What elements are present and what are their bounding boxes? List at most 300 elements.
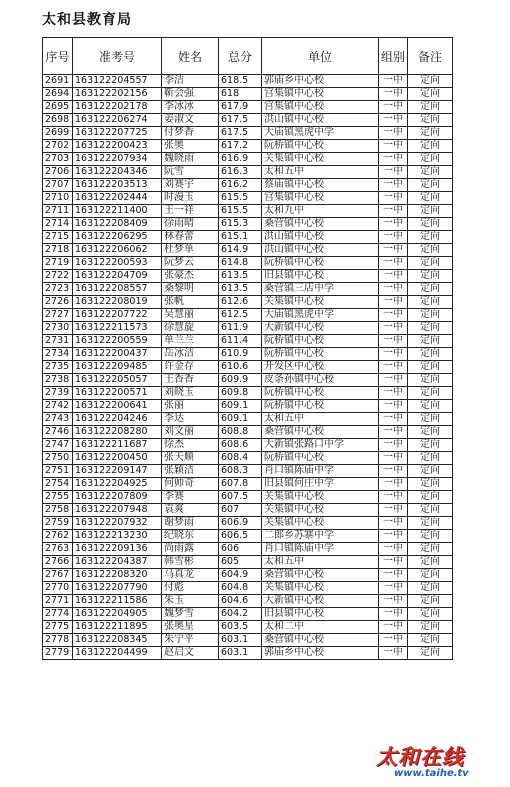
cell-group: 一中 [379,530,408,543]
cell-group: 一中 [379,101,408,114]
cell-score: 603.1 [219,634,262,647]
cell-score: 617.9 [219,101,262,114]
table-row [43,335,453,348]
cell-exam-id: 163122211573 [73,322,162,335]
cell-group: 一中 [379,452,408,465]
cell-exam-id: 163122202444 [73,192,162,205]
table-row [43,465,453,478]
cell-score: 612.5 [219,309,262,322]
cell-seq: 2715 [43,231,73,244]
cell-name: 姜淑文 [162,114,219,127]
cell-name: 王香香 [162,374,219,387]
table-row [43,153,453,166]
cell-note: 定向 [408,530,453,543]
cell-note: 定向 [408,621,453,634]
cell-group: 一中 [379,205,408,218]
score-table [42,37,453,660]
cell-seq: 2691 [43,75,73,88]
cell-score: 604.2 [219,608,262,621]
cell-note: 定向 [408,608,453,621]
cell-score: 606.9 [219,517,262,530]
cell-note: 定向 [408,543,453,556]
cell-exam-id: 163122208557 [73,283,162,296]
cell-note: 定向 [408,387,453,400]
cell-unit: 关集镇中心校 [262,296,379,309]
table-row [43,374,453,387]
cell-name: 张奥 [162,140,219,153]
table-row [43,543,453,556]
cell-note: 定向 [408,205,453,218]
cell-note: 定向 [408,114,453,127]
cell-note: 定向 [408,231,453,244]
cell-name: 阮梦云 [162,257,219,270]
cell-seq: 2767 [43,569,73,582]
col-header-note: 备注 [408,38,453,75]
cell-exam-id: 163122204905 [73,608,162,621]
table-row [43,504,453,517]
cell-group: 一中 [379,179,408,192]
cell-note: 定向 [408,270,453,283]
table-row [43,517,453,530]
cell-seq: 2738 [43,374,73,387]
cell-name: 何帅奇 [162,478,219,491]
cell-group: 一中 [379,569,408,582]
cell-exam-id: 163122207725 [73,127,162,140]
cell-group: 一中 [379,75,408,88]
cell-note: 定向 [408,283,453,296]
cell-name: 徐慧旋 [162,322,219,335]
cell-name: 李洁 [162,75,219,88]
cell-seq: 2766 [43,556,73,569]
cell-unit: 洪山镇中心校 [262,114,379,127]
cell-unit: 阮桥镇中心校 [262,452,379,465]
cell-unit: 太和二中 [262,621,379,634]
cell-unit: 洪山镇中心校 [262,231,379,244]
cell-exam-id: 163122204499 [73,647,162,660]
cell-seq: 2699 [43,127,73,140]
cell-seq: 2706 [43,166,73,179]
cell-note: 定向 [408,179,453,192]
table-row [43,296,453,309]
cell-exam-id: 163122204346 [73,166,162,179]
table-row [43,387,453,400]
cell-note: 定向 [408,426,453,439]
cell-seq: 2727 [43,309,73,322]
cell-name: 杜梦单 [162,244,219,257]
cell-name: 徐杰 [162,439,219,452]
cell-exam-id: 163122207722 [73,309,162,322]
cell-group: 一中 [379,348,408,361]
cell-seq: 2730 [43,322,73,335]
table-row [43,348,453,361]
cell-group: 一中 [379,361,408,374]
cell-unit: 阮桥镇中心校 [262,257,379,270]
cell-score: 604.6 [219,595,262,608]
cell-unit: 桑营镇三店中学 [262,283,379,296]
cell-seq: 2771 [43,595,73,608]
cell-unit: 阮桥镇中心校 [262,400,379,413]
cell-name: 魏晓雨 [162,153,219,166]
cell-score: 603.5 [219,621,262,634]
cell-score: 614.8 [219,257,262,270]
cell-group: 一中 [379,504,408,517]
cell-seq: 2755 [43,491,73,504]
cell-name: 韩雪彬 [162,556,219,569]
cell-seq: 2770 [43,582,73,595]
cell-unit: 关集镇中心校 [262,582,379,595]
cell-group: 一中 [379,608,408,621]
cell-exam-id: 163122200450 [73,452,162,465]
cell-exam-id: 163122209485 [73,361,162,374]
table-row [43,257,453,270]
cell-name: 李达 [162,413,219,426]
cell-unit: 旧县镇中心校 [262,270,379,283]
cell-name: 朱宁平 [162,634,219,647]
cell-exam-id: 163122202178 [73,101,162,114]
cell-exam-id: 163122211687 [73,439,162,452]
cell-unit: 阮桥镇中心校 [262,140,379,153]
cell-group: 一中 [379,283,408,296]
cell-unit: 太和五中 [262,556,379,569]
cell-unit: 郭庙乡中心校 [262,75,379,88]
cell-score: 610.9 [219,348,262,361]
table-row [43,309,453,322]
cell-seq: 2735 [43,361,73,374]
table-row [43,634,453,647]
cell-name: 尚雨露 [162,543,219,556]
cell-group: 一中 [379,322,408,335]
cell-seq: 2739 [43,387,73,400]
cell-note: 定向 [408,101,453,114]
cell-score: 607 [219,504,262,517]
table-row [43,426,453,439]
cell-exam-id: 163122211895 [73,621,162,634]
cell-unit: 关集镇中心校 [262,517,379,530]
cell-name: 岳冰洁 [162,348,219,361]
table-row [43,127,453,140]
cell-exam-id: 163122202156 [73,88,162,101]
cell-exam-id: 163122207948 [73,504,162,517]
col-header-name: 姓名 [162,38,219,75]
table-row [43,205,453,218]
cell-score: 618 [219,88,262,101]
cell-exam-id: 163122207932 [73,517,162,530]
cell-group: 一中 [379,426,408,439]
cell-note: 定向 [408,374,453,387]
cell-note: 定向 [408,348,453,361]
cell-note: 定向 [408,491,453,504]
cell-name: 刘赛宇 [162,179,219,192]
table-row [43,192,453,205]
cell-score: 604.9 [219,569,262,582]
table-row [43,231,453,244]
watermark-name: 太和在线 [376,745,464,769]
cell-group: 一中 [379,153,408,166]
cell-group: 一中 [379,387,408,400]
cell-note: 定向 [408,309,453,322]
cell-seq: 2751 [43,465,73,478]
cell-note: 定向 [408,88,453,101]
cell-exam-id: 163122200423 [73,140,162,153]
cell-exam-id: 163122206062 [73,244,162,257]
table-row [43,595,453,608]
cell-unit: 蔡庙镇中心校 [262,179,379,192]
cell-note: 定向 [408,127,453,140]
cell-name: 刘文丽 [162,426,219,439]
cell-score: 617.2 [219,140,262,153]
cell-group: 一中 [379,517,408,530]
cell-seq: 2759 [43,517,73,530]
cell-seq: 2718 [43,244,73,257]
cell-score: 618.5 [219,75,262,88]
cell-group: 一中 [379,166,408,179]
table-row [43,322,453,335]
table-row [43,530,453,543]
cell-score: 607.5 [219,491,262,504]
cell-seq: 2698 [43,114,73,127]
cell-unit: 大新镇中心校 [262,595,379,608]
cell-seq: 2754 [43,478,73,491]
cell-name: 张豪杰 [162,270,219,283]
cell-name: 付梦香 [162,127,219,140]
cell-name: 李冰冰 [162,101,219,114]
page-title: 太和县教育局 [42,12,132,28]
col-header-group: 组别 [379,38,408,75]
cell-seq: 2731 [43,335,73,348]
col-header-seq: 序号 [43,38,73,75]
table-row [43,439,453,452]
table-row [43,413,453,426]
table-row [43,270,453,283]
cell-exam-id: 163122211400 [73,205,162,218]
cell-name: 时漫玉 [162,192,219,205]
cell-exam-id: 163122207790 [73,582,162,595]
cell-name: 马真龙 [162,569,219,582]
cell-group: 一中 [379,127,408,140]
cell-group: 一中 [379,465,408,478]
cell-note: 定向 [408,296,453,309]
cell-unit: 旧县镇中心校 [262,608,379,621]
cell-name: 王一祥 [162,205,219,218]
cell-exam-id: 163122204246 [73,413,162,426]
cell-seq: 2762 [43,530,73,543]
cell-score: 609.1 [219,413,262,426]
cell-exam-id: 163122200559 [73,335,162,348]
cell-score: 603.1 [219,647,262,660]
cell-note: 定向 [408,556,453,569]
cell-note: 定向 [408,244,453,257]
cell-name: 单兰兰 [162,335,219,348]
cell-group: 一中 [379,231,408,244]
cell-score: 611.4 [219,335,262,348]
watermark-logo [372,741,504,783]
cell-score: 609.8 [219,387,262,400]
cell-seq: 2747 [43,439,73,452]
cell-note: 定向 [408,361,453,374]
table-body [43,75,453,660]
cell-exam-id: 163122206274 [73,114,162,127]
table-row [43,621,453,634]
cell-exam-id: 163122206295 [73,231,162,244]
cell-note: 定向 [408,192,453,205]
table-row [43,608,453,621]
cell-unit: 旧县镇何庄中学 [262,478,379,491]
cell-score: 608.8 [219,426,262,439]
cell-unit: 郭庙乡中心校 [262,647,379,660]
cell-score: 613.5 [219,270,262,283]
cell-seq: 2750 [43,452,73,465]
cell-seq: 2774 [43,608,73,621]
cell-note: 定向 [408,257,453,270]
col-header-score: 总分 [219,38,262,75]
cell-name: 张颖洁 [162,465,219,478]
cell-name: 靳会强 [162,88,219,101]
cell-exam-id: 163122204709 [73,270,162,283]
cell-score: 616.9 [219,153,262,166]
cell-exam-id: 163122209147 [73,465,162,478]
cell-score: 607.8 [219,478,262,491]
col-header-unit: 单位 [262,38,379,75]
cell-note: 定向 [408,75,453,88]
cell-unit: 关集镇中心校 [262,153,379,166]
cell-unit: 皮条孙镇中心校 [262,374,379,387]
cell-group: 一中 [379,257,408,270]
cell-unit: 桑营镇中心校 [262,634,379,647]
cell-seq: 2742 [43,400,73,413]
cell-name: 阮雪 [162,166,219,179]
table-row [43,218,453,231]
cell-score: 617.5 [219,127,262,140]
cell-exam-id: 163122211586 [73,595,162,608]
cell-note: 定向 [408,153,453,166]
cell-exam-id: 163122204557 [73,75,162,88]
cell-unit: 桑营镇中心校 [262,218,379,231]
cell-group: 一中 [379,491,408,504]
cell-score: 606 [219,543,262,556]
cell-score: 609.9 [219,374,262,387]
cell-unit: 二郎乡苏寨中学 [262,530,379,543]
cell-seq: 2711 [43,205,73,218]
cell-exam-id: 163122208409 [73,218,162,231]
cell-unit: 大庙镇黑虎中学 [262,309,379,322]
table-row [43,556,453,569]
cell-seq: 2707 [43,179,73,192]
cell-score: 605 [219,556,262,569]
cell-score: 608.4 [219,452,262,465]
cell-seq: 2703 [43,153,73,166]
cell-exam-id: 163122200571 [73,387,162,400]
cell-note: 定向 [408,647,453,660]
cell-name: 赵启文 [162,647,219,660]
cell-exam-id: 163122207809 [73,491,162,504]
cell-exam-id: 163122207934 [73,153,162,166]
cell-exam-id: 163122209136 [73,543,162,556]
cell-note: 定向 [408,218,453,231]
cell-seq: 2743 [43,413,73,426]
cell-unit: 桑营镇中心校 [262,426,379,439]
cell-exam-id: 163122200593 [73,257,162,270]
cell-seq: 2779 [43,647,73,660]
cell-score: 608.3 [219,465,262,478]
table-row [43,400,453,413]
cell-unit: 洪山镇中心校 [262,244,379,257]
table-row [43,244,453,257]
cell-score: 615.1 [219,231,262,244]
cell-name: 张奥星 [162,621,219,634]
col-header-exam-id: 准考号 [73,38,162,75]
cell-seq: 2702 [43,140,73,153]
cell-name: 袁爽 [162,504,219,517]
cell-unit: 阮桥镇中心校 [262,387,379,400]
cell-unit: 阮桥镇中心校 [262,348,379,361]
cell-seq: 2778 [43,634,73,647]
table-row [43,452,453,465]
cell-note: 定向 [408,504,453,517]
cell-unit: 宫集镇中心校 [262,101,379,114]
cell-score: 609.1 [219,400,262,413]
cell-name: 谢梦雨 [162,517,219,530]
cell-exam-id: 163122208280 [73,426,162,439]
cell-exam-id: 163122208320 [73,569,162,582]
cell-note: 定向 [408,439,453,452]
cell-group: 一中 [379,270,408,283]
cell-score: 615.3 [219,218,262,231]
cell-name: 张帆 [162,296,219,309]
cell-unit: 宫集镇中心校 [262,192,379,205]
cell-note: 定向 [408,452,453,465]
cell-unit: 关集镇中心校 [262,504,379,517]
table-row [43,478,453,491]
cell-note: 定向 [408,322,453,335]
cell-score: 615.5 [219,192,262,205]
cell-note: 定向 [408,465,453,478]
cell-score: 617.5 [219,114,262,127]
cell-note: 定向 [408,335,453,348]
cell-score: 616.2 [219,179,262,192]
table-row [43,88,453,101]
cell-note: 定向 [408,478,453,491]
cell-seq: 2710 [43,192,73,205]
cell-note: 定向 [408,569,453,582]
cell-score: 606.5 [219,530,262,543]
cell-seq: 2746 [43,426,73,439]
cell-group: 一中 [379,478,408,491]
cell-group: 一中 [379,114,408,127]
cell-seq: 2723 [43,283,73,296]
table-row [43,114,453,127]
cell-group: 一中 [379,556,408,569]
cell-score: 615.5 [219,205,262,218]
cell-seq: 2694 [43,88,73,101]
cell-name: 许金存 [162,361,219,374]
cell-name: 吴慧丽 [162,309,219,322]
cell-group: 一中 [379,647,408,660]
cell-seq: 2722 [43,270,73,283]
cell-exam-id: 163122204387 [73,556,162,569]
cell-group: 一中 [379,218,408,231]
cell-group: 一中 [379,192,408,205]
cell-seq: 2763 [43,543,73,556]
cell-note: 定向 [408,517,453,530]
cell-group: 一中 [379,335,408,348]
cell-unit: 太和五中 [262,413,379,426]
cell-unit: 肖口镇陈庙中学 [262,465,379,478]
table-header-row [43,38,453,75]
cell-group: 一中 [379,244,408,257]
cell-seq: 2726 [43,296,73,309]
cell-name: 纪晓东 [162,530,219,543]
table-row [43,647,453,660]
